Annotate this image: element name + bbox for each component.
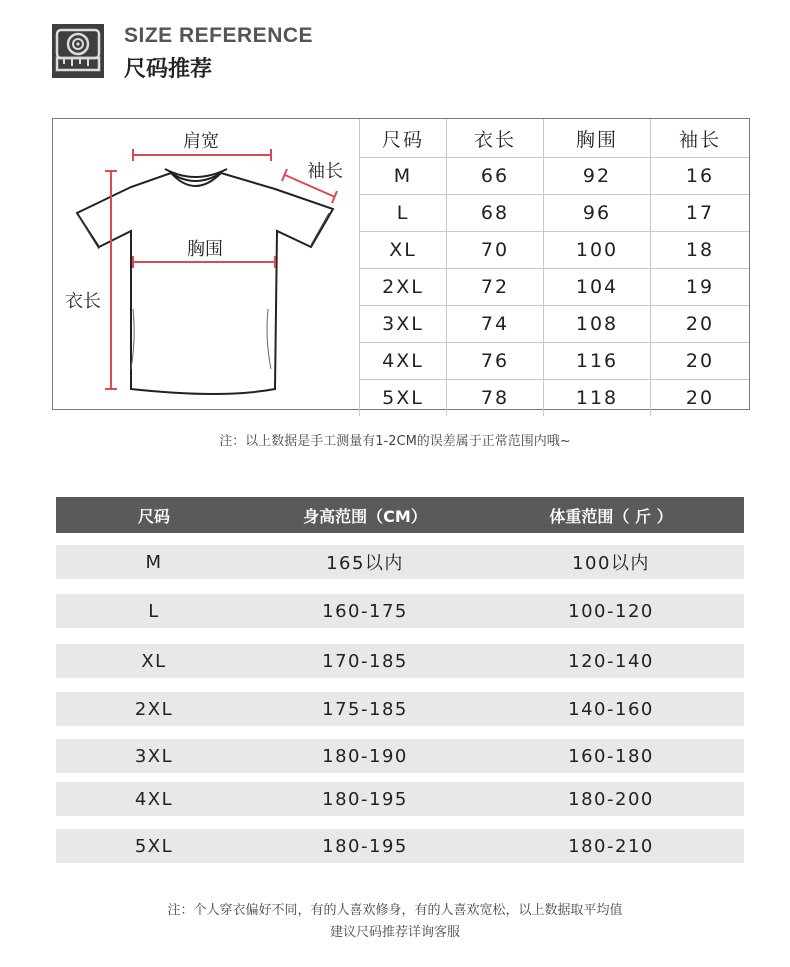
value-cell: 16 — [651, 158, 750, 195]
size-reference-panel — [52, 118, 750, 410]
table-row — [360, 269, 750, 306]
chest-label: 胸围 — [187, 239, 223, 260]
value-cell: 17 — [651, 195, 750, 232]
height-range-cell: 180-195 — [322, 788, 408, 810]
value-cell: 116 — [544, 343, 651, 380]
measuring-tape-icon — [52, 24, 104, 78]
table-row — [360, 158, 750, 195]
value-cell: 72 — [447, 269, 544, 306]
size-cell: M — [145, 551, 163, 573]
weight-range-cell: 100以内 — [572, 553, 650, 574]
weight-range-cell: 120-140 — [568, 650, 654, 672]
height-range-cell: 180-190 — [322, 745, 408, 767]
height-range-cell: 180-195 — [322, 835, 408, 857]
size-cell: 5XL — [360, 380, 447, 417]
table-row — [360, 343, 750, 380]
size-cell: 3XL — [360, 306, 447, 343]
size-cell: M — [360, 158, 447, 195]
value-cell: 118 — [544, 380, 651, 417]
size-cell: 5XL — [134, 835, 174, 857]
sleeve-label: 袖长 — [307, 161, 343, 182]
value-cell: 18 — [651, 232, 750, 269]
note-line: 建议尺码推荐详询客服 — [329, 925, 460, 940]
table-row — [360, 232, 750, 269]
size-cell: 4XL — [134, 788, 174, 810]
size-cell: 2XL — [360, 269, 447, 306]
table-row — [56, 692, 744, 726]
height-range-cell: 165以内 — [326, 553, 404, 574]
table-row — [56, 545, 744, 579]
value-cell: 20 — [651, 380, 750, 417]
note-line: 注：个人穿衣偏好不同，有的人喜欢修身，有的人喜欢宽松，以上数据取平均值 — [167, 903, 623, 918]
value-cell: 66 — [447, 158, 544, 195]
value-cell: 76 — [447, 343, 544, 380]
weight-range-cell: 140-160 — [568, 698, 654, 720]
table-row — [360, 306, 750, 343]
size-cell: XL — [141, 650, 167, 672]
shoulder-label: 肩宽 — [183, 131, 219, 152]
length-label: 衣长 — [65, 291, 101, 312]
table-row — [56, 829, 744, 863]
header-cell: 体重范围（ 斤 ） — [549, 506, 673, 526]
table-row — [56, 594, 744, 628]
table-row — [56, 644, 744, 678]
size-cell: 2XL — [134, 698, 174, 720]
title-chinese: 尺码推荐 — [124, 57, 213, 82]
measurement-table-header — [360, 119, 750, 158]
size-cell: L — [148, 600, 160, 622]
value-cell: 20 — [651, 343, 750, 380]
value-cell: 108 — [544, 306, 651, 343]
value-cell: 96 — [544, 195, 651, 232]
value-cell: 92 — [544, 158, 651, 195]
value-cell: 20 — [651, 306, 750, 343]
header-cell: 身高范围（CM） — [303, 506, 427, 526]
value-cell: 78 — [447, 380, 544, 417]
size-cell: 4XL — [360, 343, 447, 380]
weight-range-cell: 180-200 — [568, 788, 654, 810]
title-english: SIZE REFERENCE — [124, 24, 314, 47]
value-cell: 104 — [544, 269, 651, 306]
value-cell: 70 — [447, 232, 544, 269]
size-cell: 3XL — [134, 745, 174, 767]
table-row — [56, 782, 744, 816]
value-cell: 74 — [447, 306, 544, 343]
table-row — [360, 380, 750, 417]
header-cell: 尺码 — [360, 119, 447, 158]
weight-range-cell: 160-180 — [568, 745, 654, 767]
tshirt-illustration — [53, 119, 359, 409]
height-range-cell: 170-185 — [322, 650, 408, 672]
size-cell: XL — [360, 232, 447, 269]
measurement-note: 注：以上数据是手工测量有1-2CM的误差属于正常范围内哦~ — [219, 434, 571, 449]
size-table-header — [56, 497, 744, 533]
header-cell: 尺码 — [137, 506, 170, 526]
value-cell: 19 — [651, 269, 750, 306]
tshirt-diagram — [53, 119, 359, 409]
table-row — [360, 195, 750, 232]
height-range-cell: 160-175 — [322, 600, 408, 622]
value-cell: 68 — [447, 195, 544, 232]
header-cell: 胸围 — [544, 119, 651, 158]
weight-range-cell: 180-210 — [568, 835, 654, 857]
header-cell: 袖长 — [651, 119, 750, 158]
height-range-cell: 175-185 — [322, 698, 408, 720]
table-row — [56, 739, 744, 773]
value-cell: 100 — [544, 232, 651, 269]
size-cell: L — [360, 195, 447, 232]
measurement-table — [359, 119, 749, 416]
fit-preference-note — [0, 900, 790, 944]
header-cell: 衣长 — [447, 119, 544, 158]
weight-range-cell: 100-120 — [568, 600, 654, 622]
